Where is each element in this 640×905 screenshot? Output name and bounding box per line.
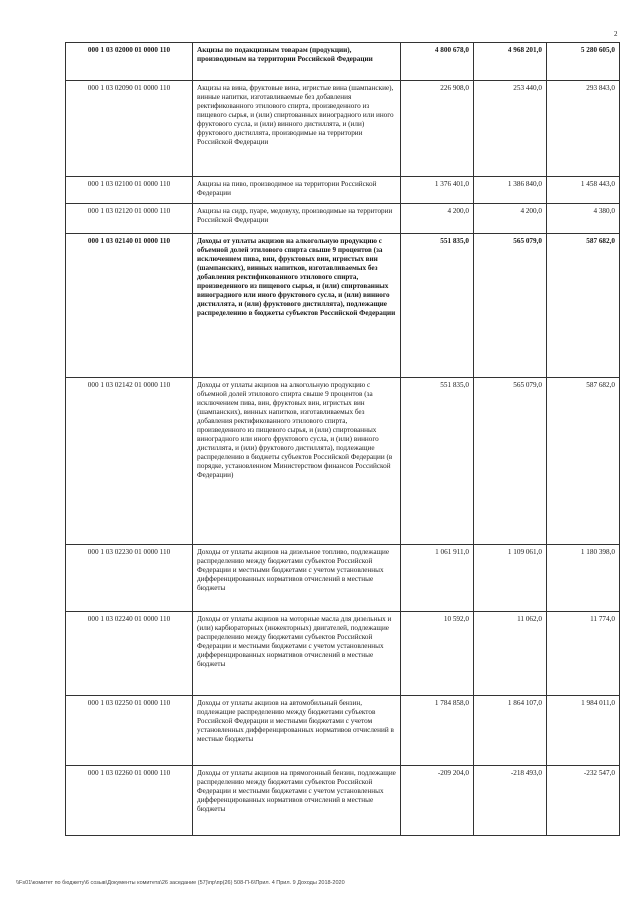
amount-2020-cell: 4 380,0 bbox=[547, 204, 620, 234]
amount-2019-cell: 4 200,0 bbox=[474, 204, 547, 234]
amount-2018-cell: 4 800 678,0 bbox=[401, 43, 474, 81]
table-row bbox=[66, 696, 620, 766]
amount-2018-cell: 1 376 401,0 bbox=[401, 177, 474, 204]
description-cell: Акцизы на пиво, производимое на территории Российской Федерации bbox=[193, 177, 401, 204]
amount-2019-cell: 4 968 201,0 bbox=[474, 43, 547, 81]
file-path-footer: \\Fs01\комитет по бюджету\6 созыв\Документы комитета\26 заседание (57)\пр\пр(26) 508-П-6\Прил. 4 Прил. 9 Доходы 2018-2020 bbox=[16, 880, 345, 886]
budget-code-cell: 000 1 03 02140 01 0000 110 bbox=[66, 234, 193, 378]
amount-2020-cell: 1 458 443,0 bbox=[547, 177, 620, 204]
description-cell: Доходы от уплаты акцизов на автомобильный бензин, подлежащие распределению между бюджетами субъектов Российской Федерации и местными бюджетами с учетом установленных дифференцированных нормативов отчислений в местные бюджеты bbox=[193, 696, 401, 766]
amount-2018-cell: 10 592,0 bbox=[401, 612, 474, 696]
amount-2019-cell: 1 386 840,0 bbox=[474, 177, 547, 204]
amount-2018-cell: 4 200,0 bbox=[401, 204, 474, 234]
table-row bbox=[66, 177, 620, 204]
amount-2020-cell: 293 843,0 bbox=[547, 81, 620, 177]
amount-2020-cell: -232 547,0 bbox=[547, 766, 620, 836]
amount-2019-cell: 1 109 061,0 bbox=[474, 545, 547, 612]
table-row bbox=[66, 612, 620, 696]
amount-2019-cell: 565 079,0 bbox=[474, 234, 547, 378]
budget-code-cell: 000 1 03 02090 01 0000 110 bbox=[66, 81, 193, 177]
description-cell: Доходы от уплаты акцизов на алкогольную продукцию с объемной долей этилового спирта свыше 9 процентов (за исключением пива, вин, фруктовых вин, игристых вин (шампанских), винных напитков, изготавливаемых без добавления ректификованного этилового спирта, произведенного из пищевого сырья, и (или) спиртованных виноградного или иного фруктового сусла, и (или) винного дистиллята, и (или) фруктового дистиллята), подлежащие распределению в бюджеты субъектов Российской Федерации bbox=[193, 234, 401, 378]
amount-2018-cell: -209 204,0 bbox=[401, 766, 474, 836]
description-cell: Акцизы на сидр, пуаре, медовуху, производимые на территории Российской Федерации bbox=[193, 204, 401, 234]
amount-2019-cell: 11 062,0 bbox=[474, 612, 547, 696]
description-cell: Доходы от уплаты акцизов на моторные масла для дизельных и (или) карбюраторных (инжекторных) двигателей, подлежащие распределению между бюджетами субъектов Российской Федерации и местными бюджетами с учетом установленных дифференцированных нормативов отчислений в местные бюджеты bbox=[193, 612, 401, 696]
amount-2020-cell: 1 180 398,0 bbox=[547, 545, 620, 612]
amount-2020-cell: 1 984 011,0 bbox=[547, 696, 620, 766]
amount-2019-cell: -218 493,0 bbox=[474, 766, 547, 836]
amount-2020-cell: 5 280 605,0 bbox=[547, 43, 620, 81]
amount-2020-cell: 587 682,0 bbox=[547, 234, 620, 378]
table-row bbox=[66, 766, 620, 836]
amount-2018-cell: 551 835,0 bbox=[401, 378, 474, 545]
amount-2018-cell: 1 061 911,0 bbox=[401, 545, 474, 612]
table-row bbox=[66, 204, 620, 234]
description-cell: Доходы от уплаты акцизов на прямогонный бензин, подлежащие распределению между бюджетами субъектов Российской Федерации и местными бюджетами с учетом установленных дифференцированных нормативов отчислений в местные бюджеты bbox=[193, 766, 401, 836]
budget-code-cell: 000 1 03 02250 01 0000 110 bbox=[66, 696, 193, 766]
amount-2018-cell: 551 835,0 bbox=[401, 234, 474, 378]
table-row bbox=[66, 378, 620, 545]
description-cell: Акцизы по подакцизным товарам (продукции), производимым на территории Российской Федерации bbox=[193, 43, 401, 81]
amount-2018-cell: 1 784 858,0 bbox=[401, 696, 474, 766]
description-cell: Акцизы на вина, фруктовые вина, игристые вина (шампанские), винные напитки, изготавливаемые без добавления ректификованного этилового спирта, произведенного из пищевого сырья, и (или) спиртованных виноградного или иного фруктового сусла, и (или) винного дистиллята, и (или) фруктового дистиллята, производимые на территории Российской Федерации bbox=[193, 81, 401, 177]
budget-code-cell: 000 1 03 02260 01 0000 110 bbox=[66, 766, 193, 836]
amount-2020-cell: 587 682,0 bbox=[547, 378, 620, 545]
table-row bbox=[66, 545, 620, 612]
amount-2019-cell: 1 864 107,0 bbox=[474, 696, 547, 766]
description-cell: Доходы от уплаты акцизов на дизельное топливо, подлежащие распределению между бюджетами субъектов Российской Федерации и местными бюджетами с учетом установленных дифференцированных нормативов отчислений в местные бюджеты bbox=[193, 545, 401, 612]
budget-code-cell: 000 1 03 02100 01 0000 110 bbox=[66, 177, 193, 204]
budget-code-cell: 000 1 03 02120 01 0000 110 bbox=[66, 204, 193, 234]
amount-2019-cell: 253 440,0 bbox=[474, 81, 547, 177]
budget-code-cell: 000 1 03 02000 01 0000 110 bbox=[66, 43, 193, 81]
budget-code-cell: 000 1 03 02142 01 0000 110 bbox=[66, 378, 193, 545]
table-row bbox=[66, 234, 620, 378]
amount-2020-cell: 11 774,0 bbox=[547, 612, 620, 696]
revenue-table bbox=[65, 42, 620, 836]
table-row bbox=[66, 81, 620, 177]
budget-code-cell: 000 1 03 02240 01 0000 110 bbox=[66, 612, 193, 696]
amount-2018-cell: 226 908,0 bbox=[401, 81, 474, 177]
table-row bbox=[66, 43, 620, 81]
description-cell: Доходы от уплаты акцизов на алкогольную продукцию с объемной долей этилового спирта свыше 9 процентов (за исключением пива, вин, фруктовых вин, игристых вин (шампанских), винных напитков, изготавливаемых без добавления ректификованного этилового спирта, произведенного из пищевого сырья, и (или) спиртованных виноградного или иного фруктового сусла, и (или) винного дистиллята, и (или) фруктового дистиллята), подлежащие распределению в бюджеты субъектов Российской Федерации (в порядке, установленном Министерством финансов Российской Федерации) bbox=[193, 378, 401, 545]
budget-code-cell: 000 1 03 02230 01 0000 110 bbox=[66, 545, 193, 612]
page-number: 2 bbox=[614, 30, 618, 38]
amount-2019-cell: 565 079,0 bbox=[474, 378, 547, 545]
